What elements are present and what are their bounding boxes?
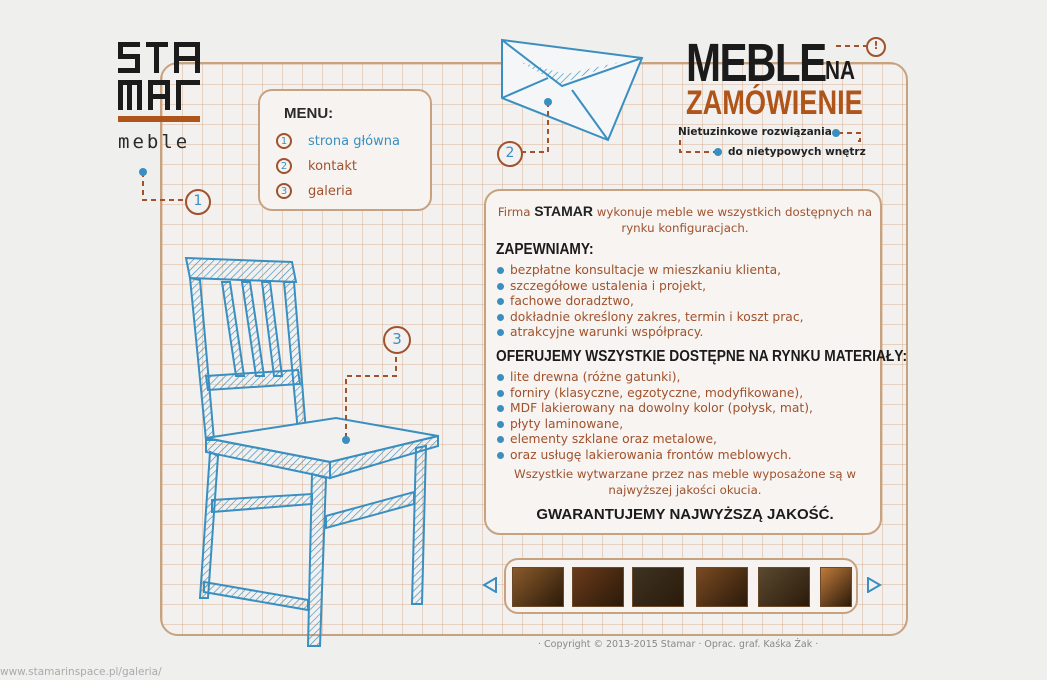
hero-tagline-2: do nietypowych wnętrz [728,146,866,158]
gallery-thumbnail-door[interactable] [820,567,852,607]
menu-number-1: 1 [276,133,292,149]
intro-brand: STAMAR [534,203,594,219]
marker-2: 2 [505,145,515,161]
intro-before: Firma [497,205,531,219]
menu-box [258,89,432,211]
list-item: elementy szklane oraz metalowe, [496,432,813,448]
gallery-thumbnail-library[interactable] [758,567,810,607]
list-item: fachowe doradztwo, [496,294,804,310]
closing-text: Wszystkie wytwarzane przez nas meble wyposażone są w najwyższej jakości okucia. [514,467,856,497]
menu-number-2: 2 [276,158,292,174]
gallery-thumbnail-cabinet[interactable] [696,567,748,607]
footer-copyright: · Copyright © 2013-2015 Stamar · Oprac. graf. Kaśka Żak · [538,639,819,650]
menu-label-gallery[interactable]: galeria [308,183,353,199]
menu-item-contact[interactable] [276,156,357,176]
intro-after: wykonuje meble we wszystkich dostępnych na rynku konfiguracjach. [596,205,873,235]
menu-item-home[interactable] [276,131,400,151]
list-item: płyty laminowane, [496,417,813,433]
menu-number-3: 3 [276,183,292,199]
gallery-thumbnail-bookshelf[interactable] [632,567,684,607]
list-item: szczegółowe ustalenia i projekt, [496,279,804,295]
list-item: forniry (klasyczne, egzotyczne, modyfikowane), [496,386,813,402]
content-box [484,189,908,535]
menu-label-contact[interactable]: kontakt [308,158,357,174]
guarantee-text: GWARANTUJEMY NAJWYŻSZĄ JAKOŚĆ. [536,506,834,523]
list-item: MDF lakierowany na dowolny kolor (połysk, mat), [496,401,813,417]
gallery-thumbnail-bed[interactable] [512,567,564,607]
section-provide-list [496,263,804,341]
stamar-logo-mark [116,40,202,124]
list-item: oraz usługę lakierowania frontów meblowych. [496,448,813,464]
logo-subtitle: meble [118,131,191,153]
hero-title: MEBLE [686,33,826,93]
marker-3: 3 [392,330,402,348]
chair-illustration [186,258,438,646]
gallery-strip [504,558,858,614]
marker-hero: ! [873,39,879,52]
status-bar-url: www.stamarinspace.pl/galeria/ [0,666,162,678]
gallery-next-arrow-icon[interactable] [866,577,882,593]
list-item: lite drewna (różne gatunki), [496,370,813,386]
gallery-prev-arrow-icon[interactable] [482,577,498,593]
marker-1: 1 [193,193,203,209]
list-item: dokładnie określony zakres, termin i koszt prac, [496,310,804,326]
hero-tagline-1: Nietuzinkowe rozwiązania [678,126,832,138]
section-materials-title: OFERUJEMY WSZYSTKIE DOSTĘPNE NA RYNKU MATERIAŁY: [496,348,908,365]
menu-title: MENU: [284,105,334,122]
list-item: bezpłatne konsultacje w mieszkaniu klienta, [496,263,804,279]
envelope-icon [502,40,642,140]
menu-label-home[interactable]: strona główna [308,133,400,149]
menu-item-gallery[interactable] [276,181,353,201]
section-provide-title: ZAPEWNIAMY: [496,241,594,258]
section-materials-list [496,370,813,463]
hero-subtitle: ZAMÓWIENIE [686,84,863,122]
hero-na: NA [825,55,856,85]
intro-text [486,203,884,236]
gallery-thumbnail-wardrobe[interactable] [572,567,624,607]
list-item: atrakcyjne warunki współpracy. [496,325,804,341]
stamar-logo[interactable] [116,40,202,128]
